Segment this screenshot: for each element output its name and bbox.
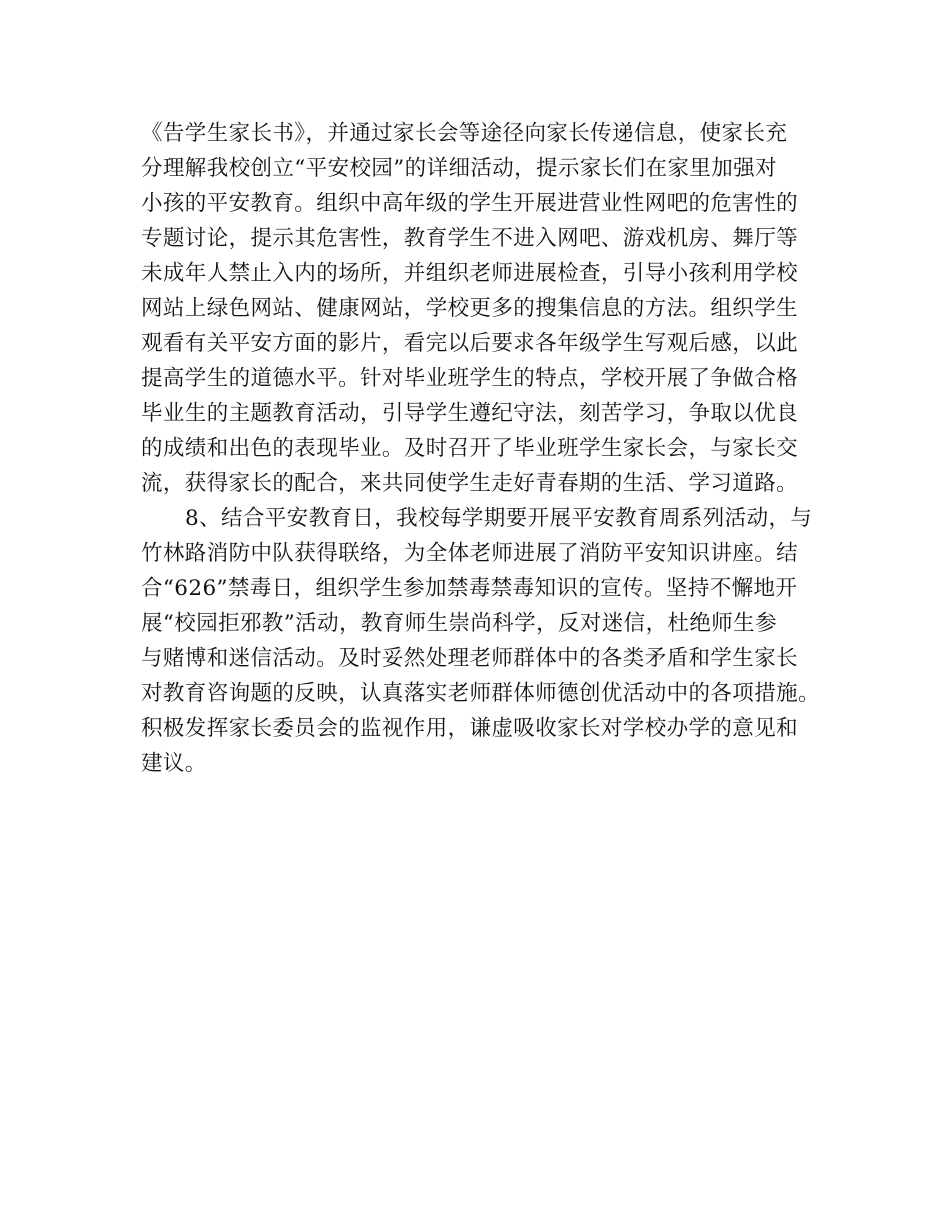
- text-line: 专题讨论，提示其危害性，教育学生不进入网吧、游戏机房、舞厅等: [141, 226, 799, 251]
- text-line: 合“626”禁毒日，组织学生参加禁毒禁毒知识的宣传。坚持不懈地开: [141, 576, 798, 601]
- paragraph-1: [141, 116, 831, 501]
- document-body: [141, 116, 831, 781]
- text-line: 网站上绿色网站、健康网站，学校更多的搜集信息的方法。组织学生: [141, 296, 799, 321]
- text-line: 竹林路消防中队获得联络，为全体老师进展了消防平安知识讲座。结: [141, 541, 799, 566]
- paragraph-2: [141, 501, 831, 781]
- text-line: 建议。: [141, 751, 207, 776]
- text-line: 与赌博和迷信活动。及时妥然处理老师群体中的各类矛盾和学生家长: [141, 646, 799, 671]
- text-line: 毕业生的主题教育活动，引导学生遵纪守法，刻苦学习，争取以优良: [141, 401, 799, 426]
- text-line: 的成绩和出色的表现毕业。及时召开了毕业班学生家长会，与家长交: [141, 436, 799, 461]
- text-line: 对教育咨询题的反映，认真落实老师群体师德创优活动中的各项措施。: [141, 681, 820, 706]
- text-line: 小孩的平安教育。组织中高年级的学生开展进营业性网吧的危害性的: [141, 191, 799, 216]
- text-line: 未成年人禁止入内的场所，并组织老师进展检查，引导小孩利用学校: [141, 261, 799, 286]
- text-line: 《告学生家长书》，并通过家长会等途径向家长传递信息，使家长充: [141, 121, 788, 146]
- text-line: 分理解我校创立“平安校园”的详细活动，提示家长们在家里加强对: [141, 156, 777, 181]
- text-line: 8、结合平安教育日，我校每学期要开展平安教育周系列活动，与: [185, 506, 813, 531]
- text-line: 流，获得家长的配合，来共同使学生走好青春期的生活、学习道路。: [141, 471, 799, 496]
- text-line: 积极发挥家长委员会的监视作用，谦虚吸收家长对学校办学的意见和: [141, 716, 799, 741]
- text-line: 观看有关平安方面的影片，看完以后要求各年级学生写观后感，以此: [141, 331, 799, 356]
- text-line: 提高学生的道德水平。针对毕业班学生的特点，学校开展了争做合格: [141, 366, 799, 391]
- text-line: 展“校园拒邪教”活动，教育师生崇尚科学，反对迷信，杜绝师生参: [141, 611, 777, 636]
